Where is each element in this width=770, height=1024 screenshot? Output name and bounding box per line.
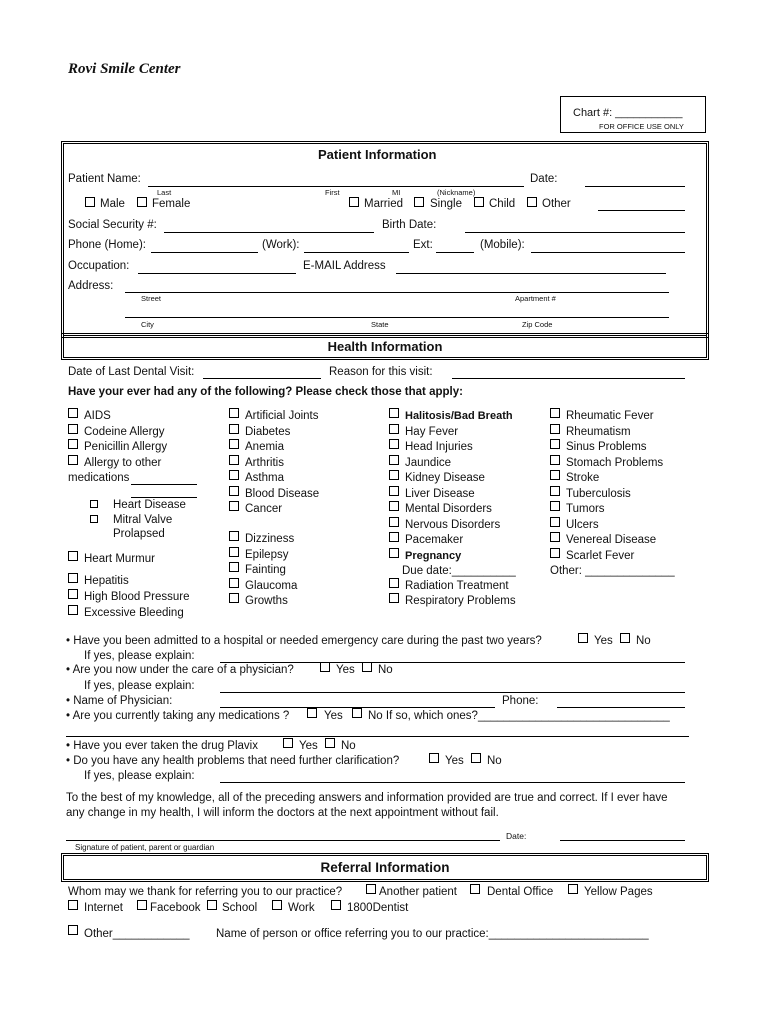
another-patient-checkbox[interactable] — [366, 884, 376, 894]
condition-label: Halitosis/Bad Breath — [405, 410, 513, 422]
condition-label: Liver Disease — [405, 488, 475, 500]
condition-label: Jaundice — [405, 457, 452, 469]
tumors-checkbox[interactable] — [550, 501, 560, 511]
conditions-question: Have your ever had any of the following? Please check those that apply: — [68, 386, 463, 398]
halitosis-checkbox[interactable] — [389, 408, 399, 418]
glaucoma-checkbox[interactable] — [229, 578, 239, 588]
work-checkbox[interactable] — [272, 900, 282, 910]
single-checkbox[interactable] — [414, 197, 424, 207]
phone-home-field[interactable] — [151, 252, 258, 253]
condition-label: Mental Disorders — [405, 503, 492, 515]
high-bp-checkbox[interactable] — [68, 589, 78, 599]
anemia-checkbox[interactable] — [229, 439, 239, 449]
patient-name-field[interactable] — [148, 186, 524, 187]
internet-checkbox[interactable] — [68, 900, 78, 910]
venereal-checkbox[interactable] — [550, 532, 560, 542]
aids-label: AIDS — [84, 410, 111, 422]
growths-checkbox[interactable] — [229, 593, 239, 603]
codeine-label: Codeine Allergy — [84, 426, 165, 438]
condition-label: Cancer — [245, 503, 283, 515]
sub-last: Last — [157, 188, 172, 197]
high-bp-label: High Blood Pressure — [84, 591, 190, 603]
q-physician-care: • Are you now under the care of a physician? — [66, 664, 294, 676]
condition-label: Hay Fever — [405, 426, 459, 438]
last-visit-field[interactable] — [203, 378, 321, 379]
no-label: No — [487, 755, 502, 767]
hepatitis-checkbox[interactable] — [68, 573, 78, 583]
q5-yes-checkbox[interactable] — [283, 738, 293, 748]
q6-no-checkbox[interactable] — [471, 753, 481, 763]
married-label: Married — [364, 198, 403, 210]
condition-label: Rheumatism — [566, 426, 631, 438]
condition-label: Dizziness — [245, 533, 295, 545]
chart-label[interactable]: Chart #: ___________ — [573, 107, 683, 119]
pacemaker-checkbox[interactable] — [389, 532, 399, 542]
mitral-label: Mitral Valve — [113, 514, 173, 526]
birth-date-field[interactable] — [465, 232, 685, 233]
patient-info-heading: Patient Information — [318, 147, 437, 162]
penicillin-checkbox[interactable] — [68, 439, 78, 449]
no-label: No — [341, 740, 356, 752]
medications-field-1[interactable] — [131, 484, 197, 485]
city-state-zip-field[interactable] — [125, 317, 669, 318]
q1-yes-checkbox[interactable] — [578, 633, 588, 643]
signature-field[interactable] — [66, 840, 500, 841]
sub-apartment: Apartment # — [515, 294, 556, 303]
condition-label: Scarlet Fever — [566, 550, 635, 562]
artificial-joints-checkbox[interactable] — [229, 408, 239, 418]
email-field[interactable] — [396, 273, 666, 274]
asthma-checkbox[interactable] — [229, 470, 239, 480]
child-label: Child — [489, 198, 516, 210]
condition-label: Pregnancy — [405, 550, 462, 562]
other-condition-label[interactable]: Other: ______________ — [550, 565, 675, 577]
medications-list-field[interactable] — [66, 736, 689, 737]
q-hospital: • Have you been admitted to a hospital or needed emergency care during the past two years? — [66, 635, 542, 647]
date-field[interactable] — [585, 186, 685, 187]
sub-zip: Zip Code — [522, 320, 553, 329]
sub-street: Street — [141, 294, 162, 303]
condition-label: Arthritis — [245, 457, 284, 469]
condition-label: Diabetes — [245, 426, 291, 438]
another-patient-label: Another patient — [379, 886, 458, 898]
mental-disorders-checkbox[interactable] — [389, 501, 399, 511]
hepatitis-label: Hepatitis — [84, 575, 129, 587]
referral-question: Whom may we thank for referring you to our practice? — [68, 886, 343, 898]
tuberculosis-checkbox[interactable] — [550, 486, 560, 496]
allergy-other-label: Allergy to other — [84, 457, 162, 469]
fainting-checkbox[interactable] — [229, 562, 239, 572]
codeine-checkbox[interactable] — [68, 424, 78, 434]
condition-label: Blood Disease — [245, 488, 320, 500]
condition-label: Anemia — [245, 441, 284, 453]
pregnancy-checkbox[interactable] — [389, 548, 399, 558]
physician-phone-label: Phone: — [502, 695, 539, 707]
ssn-field[interactable] — [164, 232, 374, 233]
male-checkbox[interactable] — [85, 197, 95, 207]
nervous-disorders-checkbox[interactable] — [389, 517, 399, 527]
q2-explain-field[interactable] — [220, 692, 685, 693]
other-label: Other — [542, 198, 571, 210]
sub-nickname: (Nickname) — [437, 188, 476, 197]
dentist1800-label: 1800Dentist — [347, 902, 409, 914]
condition-label: Stomach Problems — [566, 457, 664, 469]
dental-office-label: Dental Office — [487, 886, 554, 898]
q1-explain-field[interactable] — [220, 662, 685, 663]
condition-label: Glaucoma — [245, 580, 298, 592]
due-date-label[interactable]: Due date:__________ — [402, 565, 516, 577]
stomach-checkbox[interactable] — [550, 455, 560, 465]
yes-label: Yes — [324, 710, 343, 722]
signature-date-label: Date: — [506, 831, 527, 841]
phone-work-field[interactable] — [304, 252, 409, 253]
explain-label: If yes, please explain: — [84, 770, 195, 782]
last-visit-label: Date of Last Dental Visit: — [68, 366, 195, 378]
condition-label: Kidney Disease — [405, 472, 485, 484]
condition-label: Asthma — [245, 472, 284, 484]
signature-date-field[interactable] — [560, 840, 685, 841]
phone-work-label: (Work): — [262, 239, 300, 251]
other-checkbox[interactable] — [527, 197, 537, 207]
no-label: No — [378, 664, 393, 676]
bleeding-checkbox[interactable] — [68, 605, 78, 615]
referral-heading: Referral Information — [61, 853, 709, 882]
chart-note: FOR OFFICE USE ONLY — [599, 122, 684, 131]
sinus-checkbox[interactable] — [550, 439, 560, 449]
condition-label: Fainting — [245, 564, 286, 576]
condition-label: Tuberculosis — [566, 488, 631, 500]
condition-label: Stroke — [566, 472, 600, 484]
condition-label: Respiratory Problems — [405, 595, 516, 607]
other-referral-checkbox[interactable] — [68, 925, 78, 935]
condition-label: Artificial Joints — [245, 410, 319, 422]
dizziness-checkbox[interactable] — [229, 531, 239, 541]
work-label: Work — [288, 902, 315, 914]
dental-office-checkbox[interactable] — [470, 884, 480, 894]
email-label: E-MAIL Address — [303, 260, 386, 272]
internet-label: Internet — [84, 902, 123, 914]
condition-label: Head Injuries — [405, 441, 473, 453]
hay-fever-checkbox[interactable] — [389, 424, 399, 434]
no-label: No — [636, 635, 651, 647]
q6-explain-field[interactable] — [220, 782, 685, 783]
rheumatism-checkbox[interactable] — [550, 424, 560, 434]
heart-disease-label: Heart Disease — [113, 499, 186, 511]
patient-name-label: Patient Name: — [68, 173, 141, 185]
medications-which[interactable]: No If so, which ones?______________________________ — [368, 710, 670, 722]
q1-no-checkbox[interactable] — [620, 633, 630, 643]
arthritis-checkbox[interactable] — [229, 455, 239, 465]
liver-disease-checkbox[interactable] — [389, 486, 399, 496]
mobile-label: (Mobile): — [480, 239, 525, 251]
referrer-name-label[interactable]: Name of person or office referring you to our practice:_________________________ — [216, 928, 649, 940]
occupation-label: Occupation: — [68, 260, 130, 272]
heart-murmur-label: Heart Murmur — [84, 553, 155, 565]
consent-line-1: To the best of my knowledge, all of the preceding answers and information provided are true and correct. If I ever have — [66, 792, 668, 804]
signature-caption: Signature of patient, parent or guardian — [75, 843, 215, 852]
condition-label: Tumors — [566, 503, 605, 515]
phone-home-label: Phone (Home): — [68, 239, 146, 251]
jaundice-checkbox[interactable] — [389, 455, 399, 465]
condition-label: Epilepsy — [245, 549, 289, 561]
health-info-heading: Health Information — [61, 333, 709, 360]
condition-label: Growths — [245, 595, 288, 607]
ulcers-checkbox[interactable] — [550, 517, 560, 527]
q2-yes-checkbox[interactable] — [320, 662, 330, 672]
bleeding-label: Excessive Bleeding — [84, 607, 184, 619]
female-checkbox[interactable] — [137, 197, 147, 207]
prolapsed-label: Prolapsed — [113, 528, 165, 540]
ext-field[interactable] — [436, 252, 474, 253]
q2-no-checkbox[interactable] — [362, 662, 372, 672]
rheumatic-fever-checkbox[interactable] — [550, 408, 560, 418]
condition-label: Nervous Disorders — [405, 519, 501, 531]
blood-disease-checkbox[interactable] — [229, 486, 239, 496]
allergy-other-checkbox[interactable] — [68, 455, 78, 465]
chart-box — [560, 96, 706, 133]
condition-label: Ulcers — [566, 519, 599, 531]
q-clarification: • Do you have any health problems that need further clarification? — [66, 755, 400, 767]
explain-label: If yes, please explain: — [84, 680, 195, 692]
condition-label: Rheumatic Fever — [566, 410, 654, 422]
mitral-checkbox[interactable] — [90, 515, 98, 523]
heart-murmur-checkbox[interactable] — [68, 551, 78, 561]
diabetes-checkbox[interactable] — [229, 424, 239, 434]
address-label: Address: — [68, 280, 114, 292]
sub-state: State — [371, 320, 389, 329]
other-status-field[interactable] — [598, 210, 685, 211]
yellow-pages-checkbox[interactable] — [568, 884, 578, 894]
mobile-field[interactable] — [531, 252, 685, 253]
penicillin-label: Penicillin Allergy — [84, 441, 168, 453]
explain-label: If yes, please explain: — [84, 650, 195, 662]
radiation-checkbox[interactable] — [389, 578, 399, 588]
scarlet-fever-checkbox[interactable] — [550, 548, 560, 558]
sub-first: First — [325, 188, 340, 197]
facebook-checkbox[interactable] — [137, 900, 147, 910]
q4-no-checkbox[interactable] — [352, 708, 362, 718]
q5-no-checkbox[interactable] — [325, 738, 335, 748]
reason-field[interactable] — [452, 378, 685, 379]
sub-city: City — [141, 320, 154, 329]
female-label: Female — [152, 198, 191, 210]
practice-name: Rovi Smile Center — [68, 61, 181, 77]
single-label: Single — [430, 198, 462, 210]
medications-field-2[interactable] — [131, 497, 197, 498]
date-label: Date: — [530, 173, 558, 185]
yes-label: Yes — [299, 740, 318, 752]
yes-label: Yes — [336, 664, 355, 676]
epilepsy-checkbox[interactable] — [229, 547, 239, 557]
stroke-checkbox[interactable] — [550, 470, 560, 480]
condition-label: Radiation Treatment — [405, 580, 509, 592]
kidney-disease-checkbox[interactable] — [389, 470, 399, 480]
other-referral-label[interactable]: Other____________ — [84, 928, 190, 940]
q-physician-name: • Name of Physician: — [66, 695, 173, 707]
yes-label: Yes — [594, 635, 613, 647]
cancer-checkbox[interactable] — [229, 501, 239, 511]
q6-yes-checkbox[interactable] — [429, 753, 439, 763]
yes-label: Yes — [445, 755, 464, 767]
consent-line-2: any change in my health, I will inform the doctors at the next appointment without fail. — [66, 807, 499, 819]
condition-label: Sinus Problems — [566, 441, 647, 453]
respiratory-checkbox[interactable] — [389, 593, 399, 603]
facebook-label: Facebook — [150, 902, 201, 914]
q-medications: • Are you currently taking any medications ? — [66, 710, 290, 722]
dentist1800-checkbox[interactable] — [331, 900, 341, 910]
male-label: Male — [100, 198, 125, 210]
ext-label: Ext: — [413, 239, 433, 251]
school-checkbox[interactable] — [207, 900, 217, 910]
aids-checkbox[interactable] — [68, 408, 78, 418]
child-checkbox[interactable] — [474, 197, 484, 207]
physician-phone-field[interactable] — [557, 707, 685, 708]
q4-yes-checkbox[interactable] — [307, 708, 317, 718]
school-label: School — [222, 902, 258, 914]
heart-disease-checkbox[interactable] — [90, 500, 98, 508]
ssn-label: Social Security #: — [68, 219, 157, 231]
yellow-pages-label: Yellow Pages — [584, 886, 653, 898]
condition-label: Venereal Disease — [566, 534, 657, 546]
occupation-field[interactable] — [138, 273, 296, 274]
medications-label: medications — [68, 472, 130, 484]
condition-label: Pacemaker — [405, 534, 464, 546]
married-checkbox[interactable] — [349, 197, 359, 207]
patient-info-frame — [61, 141, 709, 338]
street-field[interactable] — [125, 292, 669, 293]
head-injuries-checkbox[interactable] — [389, 439, 399, 449]
reason-label: Reason for this visit: — [329, 366, 433, 378]
q-plavix: • Have you ever taken the drug Plavix — [66, 740, 258, 752]
birth-date-label: Birth Date: — [382, 219, 437, 231]
sub-mi: MI — [392, 188, 401, 197]
